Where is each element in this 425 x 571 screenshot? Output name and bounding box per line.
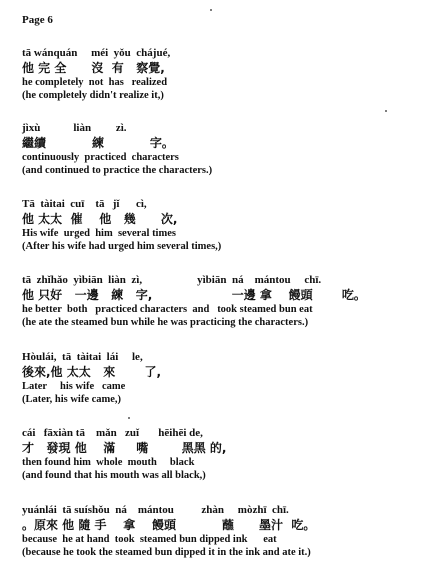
verse-4 [22,273,417,329]
pinyin-line: cái fāxiàn tā mǎn zuǐ hēihēi de, [22,427,203,439]
gloss-line: he completely not has realized [22,77,168,88]
chinese-line: 。原來 他 隨 手 拿 饅頭 蘸 墨汁 吃。 [22,518,316,532]
page-number-label: Page 6 [22,14,53,26]
gloss-line: then found him whole mouth black [22,457,195,468]
gloss-line: Later his wife came [22,381,126,392]
pinyin-line: Hòulái, tā tàitai lái le, [22,351,143,363]
scan-speck [385,110,387,112]
scan-speck [210,9,212,11]
verse-2 [22,121,417,177]
verse-5 [22,350,417,406]
verse-7 [22,503,417,559]
gloss-line: because he at hand took steamed bun dipped ink eat [22,534,277,545]
scan-speck [128,417,130,419]
translation-line: (Later, his wife came,) [22,394,122,405]
translation-line: (because he took the steamed bun dipped it in the ink and ate it.) [22,547,311,558]
verse-6 [22,426,417,482]
pinyin-line: Tā tàitai cuī tā jǐ cì, [22,198,147,210]
translation-line: (and continued to practice the characters.) [22,165,213,176]
verse-3 [22,197,417,253]
pinyin-line: tā wánquán méi yǒu chájué, [22,47,171,59]
translation-line: (he completely didn't realize it,) [22,90,164,101]
gloss-line: he better both practiced characters and took steamed bun eat [22,304,313,315]
gloss-line: His wife urged him several times [22,228,176,239]
chinese-line: 他 只好 一邊 練 字, 一邊 拿 饅頭 吃。 [22,288,366,302]
pinyin-line: yuánlái tā suíshǒu ná mántou zhàn mòzhī chī. [22,504,289,516]
translation-line: (and found that his mouth was all black,) [22,470,206,481]
chinese-line: 他 太太 催 他 幾 次, [22,212,178,226]
chinese-line: 才 發現 他 滿 嘴 黑黑 的, [22,441,227,455]
gloss-line: continuously practiced characters [22,152,179,163]
pinyin-line: tā zhǐhǎo yìbiān liàn zì, yìbiān ná mántou chī. [22,274,322,286]
verse-1 [22,46,417,102]
chinese-line: 後來,他 太太 來 了, [22,365,162,379]
translation-line: (he ate the steamed bun while he was practicing the characters.) [22,317,309,328]
translation-line: (After his wife had urged him several times,) [22,241,222,252]
pinyin-line: jìxù liàn zì. [22,122,127,134]
chinese-line: 他 完 全 沒 有 察覺, [22,61,165,75]
chinese-line: 繼續 練 字。 [22,136,174,150]
